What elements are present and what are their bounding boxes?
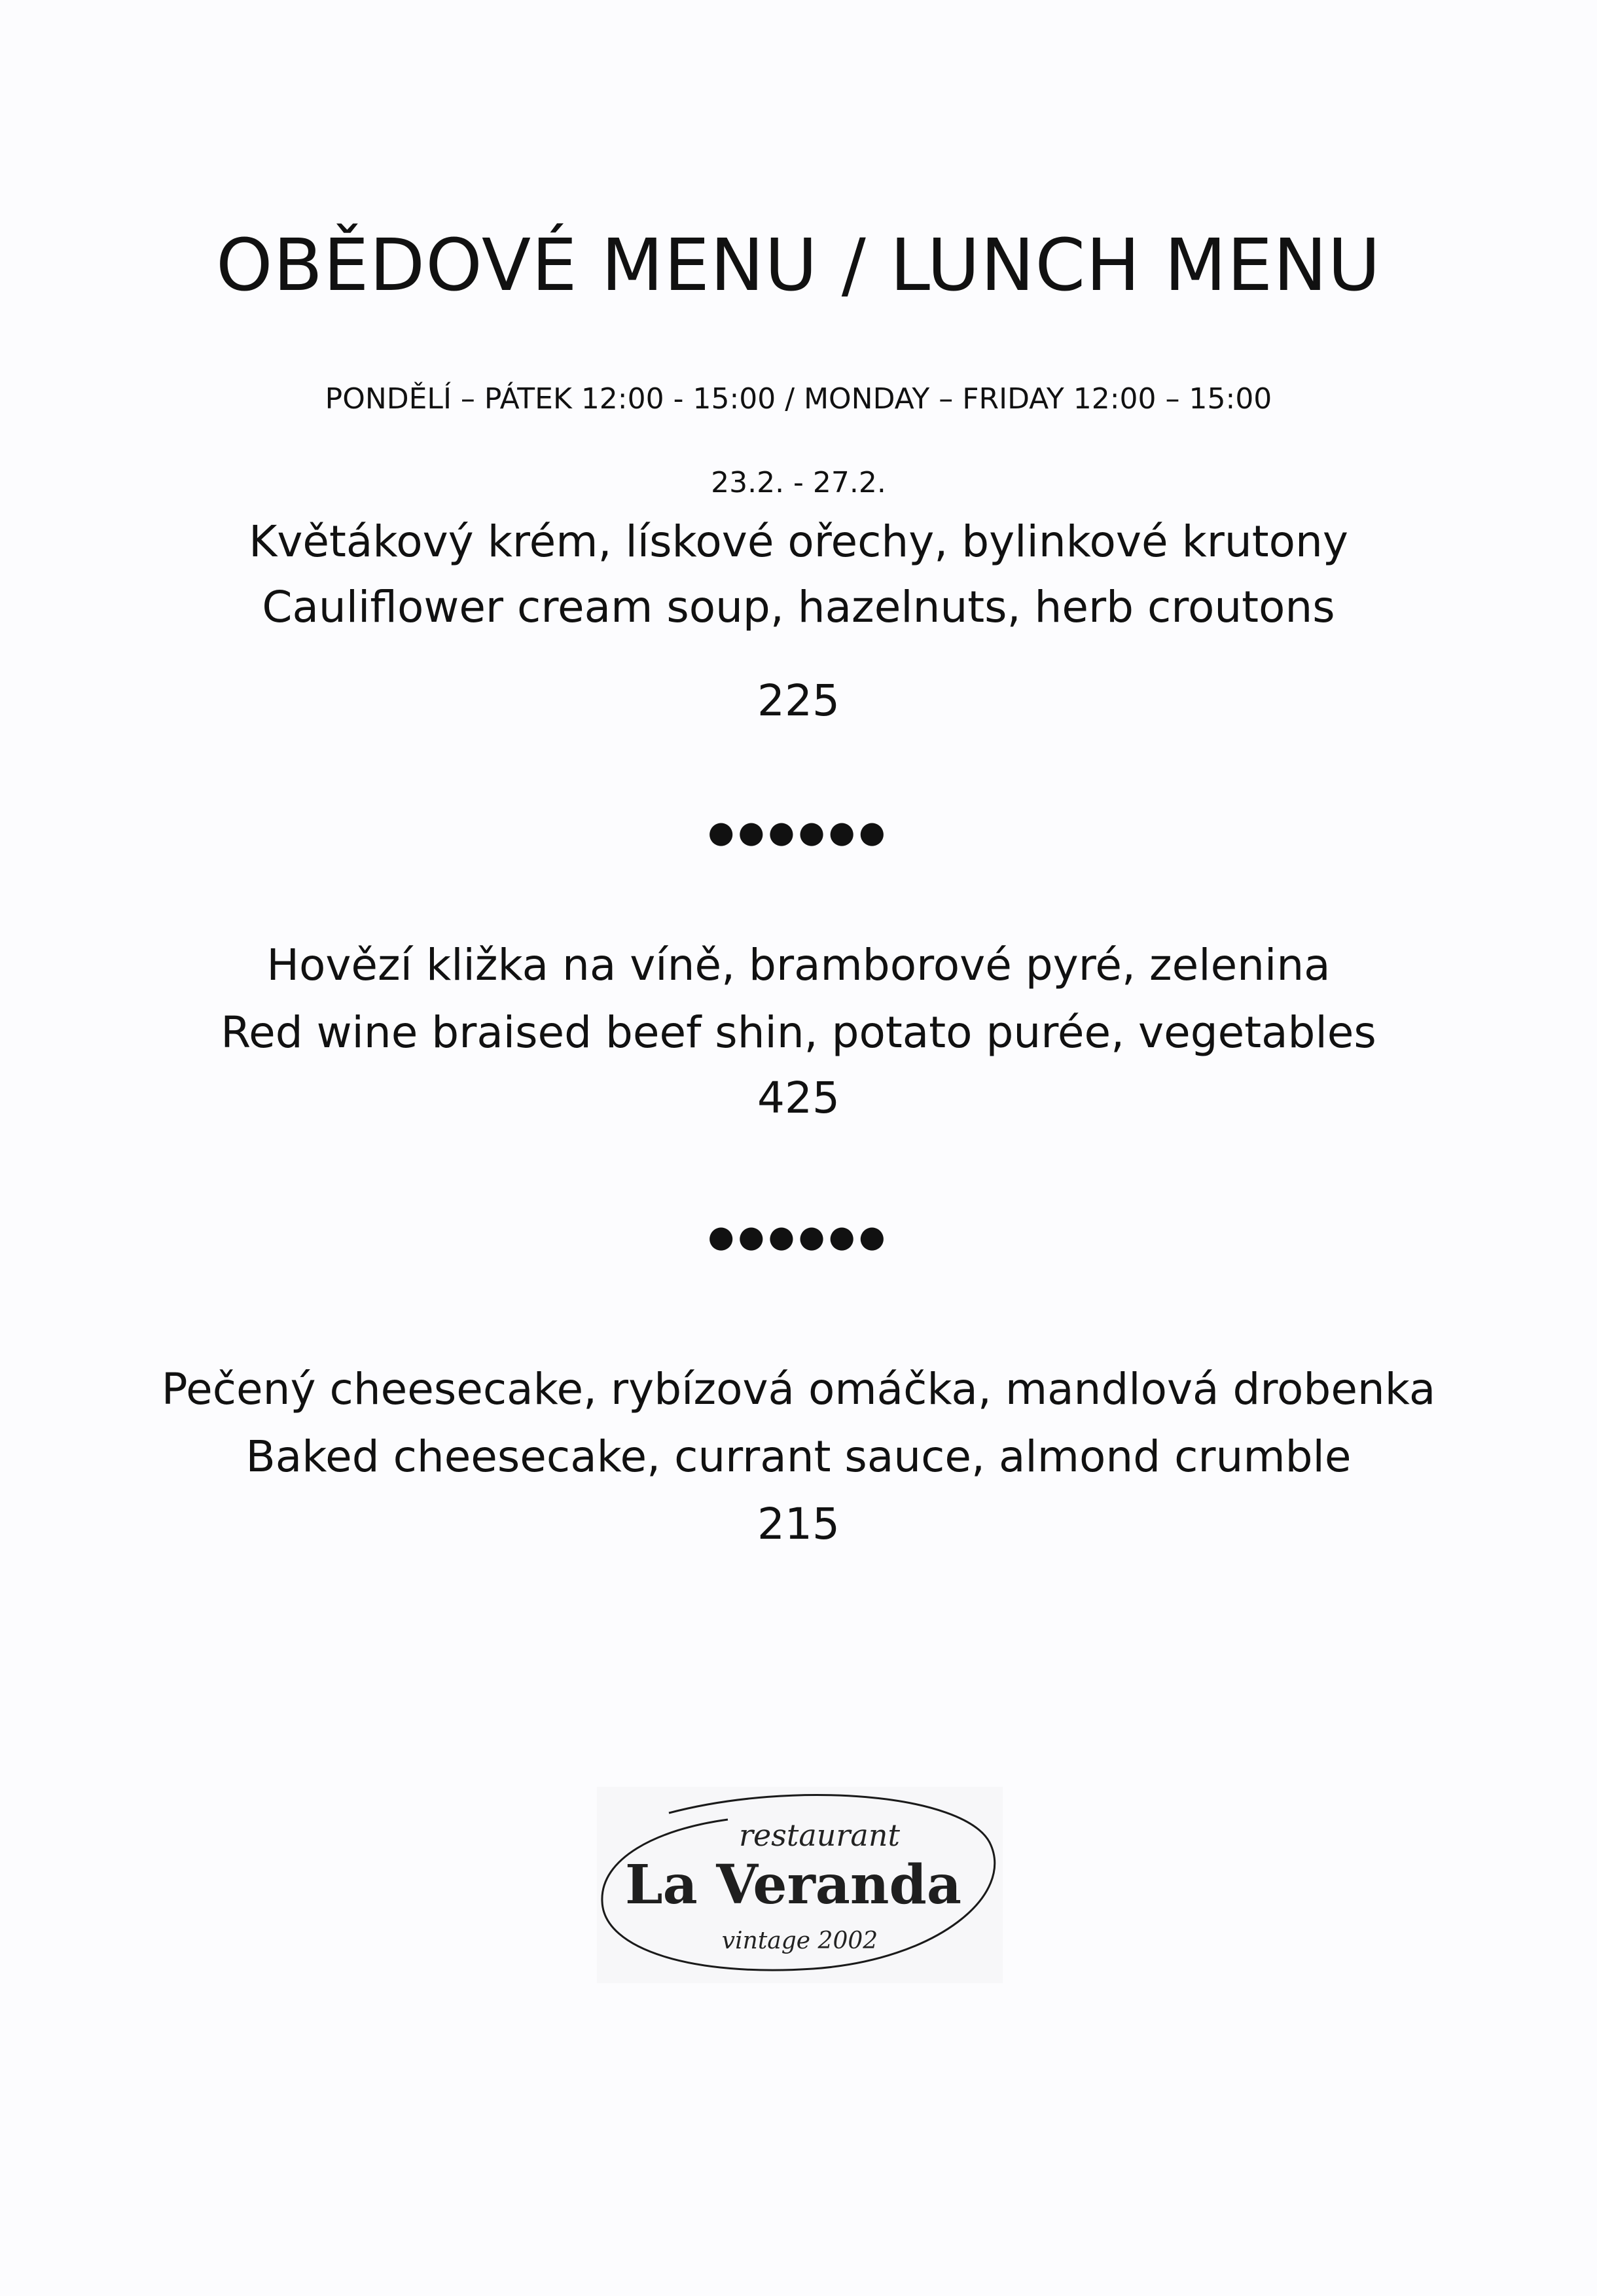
dish-3-price: 215 [757, 1499, 840, 1549]
dish-3-name-czech: Pečený cheesecake, rybízová omáčka, mandlová drobenka [161, 1364, 1436, 1414]
dot-separator: ●●●●●● [708, 1219, 889, 1254]
dish-2-name-english: Red wine braised beef shin, potato purée, vegetables [221, 1007, 1376, 1058]
logo-name: La Veranda [624, 1854, 962, 1916]
menu-dates: 23.2. - 27.2. [711, 466, 886, 499]
dish-3-name-english: Baked cheesecake, currant sauce, almond crumble [245, 1431, 1352, 1482]
logo-bottom-text: vintage 2002 [721, 1928, 878, 1954]
dish-1-name-english: Cauliflower cream soup, hazelnuts, herb croutons [262, 582, 1335, 632]
logo-top-text: restaurant [739, 1818, 900, 1853]
restaurant-logo [597, 1787, 1003, 1983]
opening-hours: PONDĚLÍ – PÁTEK 12:00 - 15:00 / MONDAY – FRIDAY 12:00 – 15:00 [325, 382, 1272, 416]
dish-1-price: 225 [757, 675, 840, 726]
dish-1-name-czech: Květákový krém, lískové ořechy, bylinkové krutony [249, 516, 1348, 567]
dish-2-price: 425 [757, 1073, 840, 1123]
menu-title: OBĚDOVÉ MENU / LUNCH MENU [215, 223, 1382, 307]
dot-separator: ●●●●●● [708, 814, 889, 850]
dish-2-name-czech: Hovězí kližka na víně, bramborové pyré, zelenina [266, 940, 1331, 990]
